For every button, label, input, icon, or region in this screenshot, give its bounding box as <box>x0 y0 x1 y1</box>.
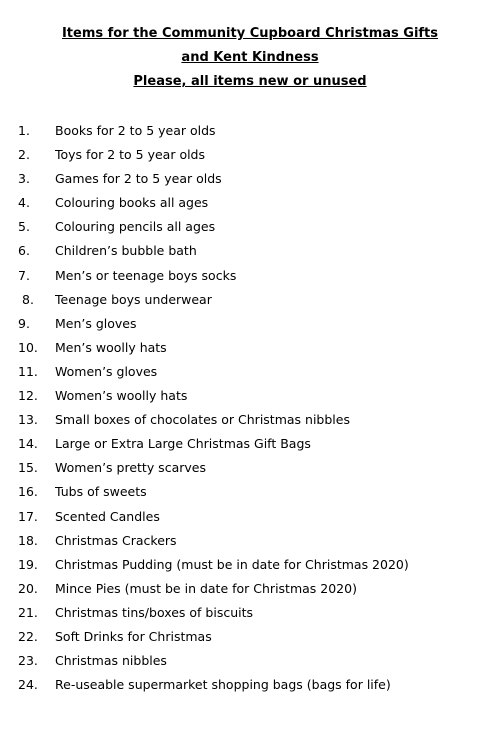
list-item <box>0 532 500 556</box>
item-text: Women’s woolly hats <box>55 388 188 404</box>
item-number: 1. <box>18 123 30 138</box>
list-item <box>0 194 500 218</box>
item-text: Colouring pencils all ages <box>55 219 216 235</box>
item-text: Children’s bubble bath <box>55 243 197 259</box>
item-text: Re-useable supermarket shopping bags (bags for life) <box>55 677 391 693</box>
list-item <box>0 242 500 266</box>
item-text: Scented Candles <box>55 508 160 524</box>
list-item <box>0 628 500 652</box>
item-number: 2. <box>18 147 30 163</box>
item-text: Women’s gloves <box>55 363 158 379</box>
item-text: Games for 2 to 5 year olds <box>55 171 222 187</box>
item-text: Soft Drinks for Christmas <box>55 628 212 644</box>
item-number: 5. <box>18 219 30 235</box>
item-number: 21. <box>18 604 38 620</box>
item-text: Colouring books all ages <box>55 195 209 211</box>
list-item <box>0 604 500 628</box>
item-text: Tubs of sweets <box>55 484 147 500</box>
list-item <box>0 411 500 435</box>
item-text: Men’s woolly hats <box>55 339 167 355</box>
item-number: 14. <box>18 436 38 452</box>
list-item <box>0 170 500 194</box>
item-number: 13. <box>18 412 38 428</box>
item-number: 24. <box>18 677 38 693</box>
list-item <box>0 580 500 604</box>
item-number: 16. <box>18 484 38 500</box>
list-item <box>0 267 500 291</box>
item-number: 7. <box>18 267 30 283</box>
item-number: 12. <box>18 388 38 404</box>
list-item <box>0 218 500 242</box>
list-item <box>0 122 500 146</box>
item-text: Mince Pies (must be in date for Christmas 2020) <box>55 580 357 596</box>
item-number: 6. <box>18 243 30 259</box>
item-text: Books for 2 to 5 year olds <box>55 123 216 138</box>
item-number: 10. <box>18 339 38 355</box>
item-number: 15. <box>18 460 38 476</box>
item-text: Large or Extra Large Christmas Gift Bags <box>55 436 311 452</box>
list-item <box>0 508 500 532</box>
item-text: Christmas Crackers <box>55 532 177 548</box>
list-item <box>0 363 500 387</box>
item-text: Small boxes of chocolates or Christmas nibbles <box>55 412 350 428</box>
item-text: Christmas tins/boxes of biscuits <box>55 604 254 620</box>
document-title-line-2: and Kent Kindness <box>181 50 319 65</box>
list-item <box>0 291 500 315</box>
item-number: 18. <box>18 532 38 548</box>
list-item <box>0 483 500 507</box>
list-item <box>0 435 500 459</box>
item-text: Christmas Pudding (must be in date for Christmas 2020) <box>55 556 409 572</box>
list-item <box>0 146 500 170</box>
items-list <box>0 122 500 700</box>
item-number: 11. <box>18 363 38 379</box>
item-number: 19. <box>18 556 38 572</box>
list-item <box>0 652 500 676</box>
item-text: Teenage boys underwear <box>55 291 212 307</box>
item-number: 22. <box>18 628 38 644</box>
item-number: 20. <box>18 580 38 596</box>
item-number: 17. <box>18 508 38 524</box>
list-item <box>0 676 500 700</box>
list-item <box>0 315 500 339</box>
list-item <box>0 459 500 483</box>
item-number: 23. <box>18 653 38 669</box>
list-item <box>0 387 500 411</box>
item-text: Men’s or teenage boys socks <box>55 267 237 283</box>
item-number: 8. <box>22 291 34 307</box>
item-number: 3. <box>18 171 30 187</box>
item-text: Men’s gloves <box>55 315 137 331</box>
item-number: 9. <box>18 315 30 331</box>
list-item <box>0 556 500 580</box>
item-number: 4. <box>18 195 30 211</box>
item-text: Christmas nibbles <box>55 653 167 669</box>
item-text: Women’s pretty scarves <box>55 460 206 476</box>
document-subtitle: Please, all items new or unused <box>133 74 367 89</box>
list-item <box>0 339 500 363</box>
document-title-line-1: Items for the Community Cupboard Christmas Gifts <box>61 26 439 41</box>
item-text: Toys for 2 to 5 year olds <box>55 147 206 163</box>
